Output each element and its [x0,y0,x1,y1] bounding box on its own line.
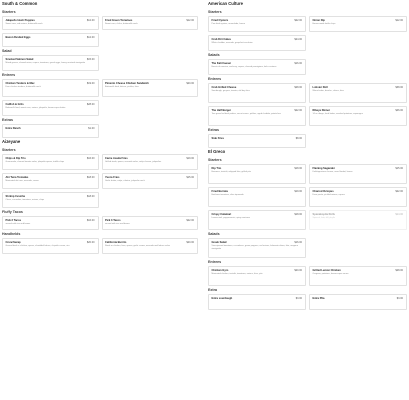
menu-item-price: $18.00 [86,195,95,198]
menu-item-name: Grilled Lemon Chicken [312,269,341,272]
menu-item-price: $12.00 [186,19,194,22]
menu-item-card[interactable] [208,16,306,32]
menu-item-name: Flaming Saganaki [312,167,335,170]
menu-item-price: $3.00 [396,297,403,300]
menu-item-card[interactable] [102,79,199,97]
section-title-handhelds: Handhelds [2,232,21,236]
section-title-starters: Starters [2,10,16,14]
menu-item-card[interactable] [102,216,199,230]
menu-item-description: Citrus, cucumber, tomatoes, onions, chips [5,199,45,201]
menu-item-description: Kefalograviera cheese, ouzo flambé, lemon [312,171,353,173]
menu-item-card[interactable] [208,134,306,148]
menu-item-name: Ribeye Dinner [312,109,330,112]
menu-item-description: Sweet corn, chiles, buttermilk ranch [105,23,138,25]
menu-item-description: Grilled steak, queso, avocado salsa, cotija cheese, jalapeños [105,161,162,163]
menu-item-card[interactable] [2,238,99,254]
menu-item-price: $16.00 [294,62,302,65]
menu-item-description: Heirloom tomatoes, olive tapenade [211,194,244,196]
menu-item-card[interactable] [2,100,99,116]
menu-item-price: $22.00 [186,219,194,222]
menu-item-card[interactable] [2,55,99,71]
menu-item-name: California Burrito [105,241,127,244]
menu-item-price: $28.00 [395,269,403,272]
restaurant-title: South & Common [2,1,38,6]
menu-item-price: $15.00 [186,176,194,179]
menu-item-price: $3.00 [295,297,302,300]
menu-item-price: $19.00 [86,82,95,85]
menu-grid [206,59,409,75]
menu-item-name: Greek Salad [211,241,227,244]
section-title-entrees: Entrees [208,77,222,81]
menu-item-card[interactable] [309,83,407,103]
menu-item-description: Sourdough, gruyere, tomato, old bay fries [211,90,250,92]
right-column [206,0,409,310]
menu-item-card[interactable] [2,33,99,47]
menu-item-card[interactable] [2,216,99,230]
menu-item-description: served with rice and beans [105,223,130,225]
section-title-starters: Starters [208,10,222,14]
left-column [0,0,200,254]
menu-item-description: Fava purée, pickled onions, capers [312,194,345,196]
menu-item-price: $20.00 [186,82,194,85]
menu-item-name: Fried Green Tomatoes [105,19,133,22]
menu-item-price: $19.00 [186,157,194,160]
menu-grid [206,134,409,148]
section-title-salad: Salad [2,49,12,53]
section-title-starters: Starters [208,158,222,162]
menu-item-description: Marinated chicken, tzatziki, tomatoes, onions, fries, pita [211,273,263,275]
menu-item-description: Hummus, tzatziki, whipped feta, grilled pita [211,171,251,173]
menu-item-card[interactable] [208,35,306,51]
menu-item-card[interactable] [208,294,306,310]
section-title-entrees: Entrees [2,73,16,77]
menu-item-card[interactable] [2,79,99,97]
menu-item-name: Yucca Fries [105,176,120,179]
section-title-salads: Salads [208,232,220,236]
menu-grid [206,83,409,126]
menu-item-description: 14 oz ribeye, herb butter, mashed potatoes, asparagus [312,113,363,115]
menu-item-description: White cheddar, avocado, grapefruit emulsion [211,42,253,44]
menu-item-price: $12.00 [86,36,95,39]
menu-item-description: Four chicken tenders, buttermilk ranch [5,86,41,88]
menu-item-price: $18.00 [294,167,302,170]
menu-item-card[interactable] [2,192,99,208]
menu-item-price: $15.00 [86,58,95,61]
menu-item-card[interactable] [309,16,407,32]
menu-item-price: $16.00 [294,241,302,244]
menu-item-name: Crab Grilled Cheese [211,86,237,89]
menu-item-card[interactable] [208,210,306,230]
menu-item-card[interactable] [309,164,407,184]
menu-item-description: Buttermilk fried, sweet corn, onions, jalapeño, lemon-caper butter [5,107,66,109]
menu-item-name: Jalapeño Hush Puppies [5,19,35,22]
menu-item-card[interactable] [208,164,306,184]
menu-item-name: Onion Dip [312,19,325,22]
menu-item-name: Side Fries [211,137,224,140]
menu-grid [206,266,409,286]
menu-item-price: $22.00 [395,190,403,193]
menu-item-name: Shrimp Ceviche [5,195,26,198]
menu-grid [206,238,409,258]
menu-item-price: $14.00 [395,213,403,216]
menu-item-description: Steak or chicken, fries, queso, garlic crema, avocado and lettuce salsa [105,245,170,247]
restaurant-title: El Greco [208,149,226,154]
menu-item-name: Lobster Roll [312,86,328,89]
menu-item-price: $22.00 [294,109,302,112]
menu-item-description: Ground beef or chicken, queso, shredded lettuce, chipotle crema, rice [5,245,70,247]
menu-item-price: $18.00 [86,176,95,179]
section-title-extras: Extras [2,118,13,122]
menu-item-description: Vine-ripened tomatoes, cucumbers, green peppers, red onions, kalamata olives, feta, oregano vinaigrette [211,245,298,250]
menu-item-card[interactable] [208,106,306,126]
menu-item-name: Extra sourdough [211,297,233,300]
menu-item-description: Lemon aioli, pepperoncini, spicy marinara [211,217,250,219]
menu-item-name: Crispy Calamari [211,213,232,216]
menu-item-description: Garlic butter, cotija, cilantro, jalapeño ranch [105,180,145,182]
menu-item-card[interactable] [208,266,306,286]
menu-item-card[interactable] [309,294,407,310]
menu-item-description: Two grass fed beef patties, secret sauce, pickles, aged cheddar, potato bun [211,113,281,115]
menu-item-description: Oregano, potatoes, lemon-caper sauce [312,273,349,275]
menu-grid [206,294,409,310]
menu-item-card[interactable] [2,173,99,189]
menu-item-name: The Half Burger [211,109,231,112]
menu-item-description: House-made kettle chips [312,23,336,25]
menu-item-card[interactable] [2,16,99,30]
menu-item-price: $28.00 [86,103,95,106]
section-title-extra: Extra [208,288,217,292]
restaurant-title: Aizeyane [2,139,21,144]
menu-grid [0,216,200,230]
menu-item-description: Mixed greens, shaved onion, capers, tomatoes, greek eggs, honey mustard vinaigrette [5,62,86,64]
menu-item-description: Buttermilk fried, lettuce, pickles, fries [105,86,139,88]
menu-item-card[interactable] [208,59,306,75]
restaurant-title: American Culture [208,1,243,6]
menu-item-card[interactable] [208,187,306,207]
menu-item-price: $20.00 [294,269,302,272]
menu-item-description: served with rice and beans [5,223,31,225]
menu-item-description: Sweet corn, red onions, buttermilk ranch [5,23,43,25]
menu-item-card[interactable] [102,173,199,189]
menu-item-price: $28.00 [294,86,302,89]
menu-item-name: Pimento Cheese Chicken Sandwich [105,82,149,85]
menu-grid [0,16,200,47]
menu-item-name: Fried Oysters [211,19,229,22]
menu-item-price: $46.00 [395,109,403,112]
section-title-starters: Starters [2,148,16,152]
menu-item-price: $12.00 [86,19,95,22]
menu-item-description: Guacamole, charred tomato salsa, jalapeño queso, tortilla chips [5,161,65,163]
menu-item-name: Crunchwrap [5,241,21,244]
section-title-entrees: Entrees [208,260,222,264]
menu-item-name: Carne Asada Fries [105,157,128,160]
menu-item-description: Spinach, feta, dill, phyllo [312,217,335,219]
menu-item-price: $20.00 [186,241,194,244]
menu-item-description: Pan-fried oysters, remoulade, lemon [211,23,245,25]
menu-item-name: Bacon Deviled Eggs [5,36,31,39]
menu-item-price: $18.00 [294,213,302,216]
menu-item-card[interactable] [102,16,199,30]
menu-item-name: Pick 2 Tacos [5,219,22,222]
menu-item-description: Marinated ahi tuna, avocado, crema [5,180,39,182]
menu-item-price: $8.00 [295,137,302,140]
menu-item-name: Pick 3 Tacos [105,219,121,222]
menu-grid [0,55,200,71]
menu-item-name: Ahi Tuna Tostadas [5,176,29,179]
menu-item-name: Chicken Tenders & Mac [5,82,35,85]
menu-item-description: Warm butter, brioche, chives, fries [312,90,344,92]
menu-item-card[interactable] [102,238,199,254]
menu-item-name: The Kali Caesar [211,62,231,65]
menu-item-description: Hearts of romaine, anchovy, capers, shaved parmigiano, kale croutons [211,66,277,68]
menu-item-card[interactable] [309,210,407,230]
menu-item-name: Extra Pita [312,297,325,300]
menu-grid [0,238,200,254]
menu-item-name: Smoked Salmon Salad [5,58,34,61]
section-title-salads: Salads [208,53,220,57]
menu-item-name: Chicken Gyro [211,269,229,272]
menu-item-card[interactable] [309,106,407,126]
menu-item-card[interactable] [309,187,407,207]
menu-item-card[interactable] [208,83,306,103]
menu-item-price: $22.00 [294,19,302,22]
menu-item-price: $19.00 [294,190,302,193]
menu-item-name: Catfish & Grits [5,103,24,106]
menu-grid [0,124,200,138]
menu-item-name: Fried Burrata [211,190,228,193]
menu-grid [206,16,409,51]
menu-item-card[interactable] [102,154,199,170]
menu-grid [206,164,409,230]
menu-item-card[interactable] [2,154,99,170]
menu-item-card[interactable] [309,266,407,286]
section-title-fluffy-tacos: Fluffy Tacos [2,210,23,214]
menu-item-price: $1.00 [88,127,95,130]
menu-item-price: $16.00 [86,157,95,160]
menu-item-name: Charred Octopus [312,190,334,193]
menu-item-price: $20.00 [86,241,95,244]
menu-item-price: $38.00 [395,86,403,89]
menu-item-name: Chips & Dip Trio [5,157,26,160]
menu-item-card[interactable] [208,238,306,258]
menu-item-name: Dip Trio [211,167,222,170]
menu-item-price: $15.00 [395,167,403,170]
menu-item-name: Spanakopita Rolls [312,213,335,216]
menu-item-price: $16.00 [86,219,95,222]
menu-grid [0,79,200,116]
menu-grid [0,154,200,208]
section-title-extras: Extras [208,128,219,132]
menu-item-name: Extra Ranch [5,127,21,130]
menu-item-price: $12.00 [395,19,403,22]
menu-item-price: $24.00 [294,38,302,41]
menu-item-card[interactable] [2,124,99,138]
menu-item-name: Crab Dirt Cakes [211,38,231,41]
